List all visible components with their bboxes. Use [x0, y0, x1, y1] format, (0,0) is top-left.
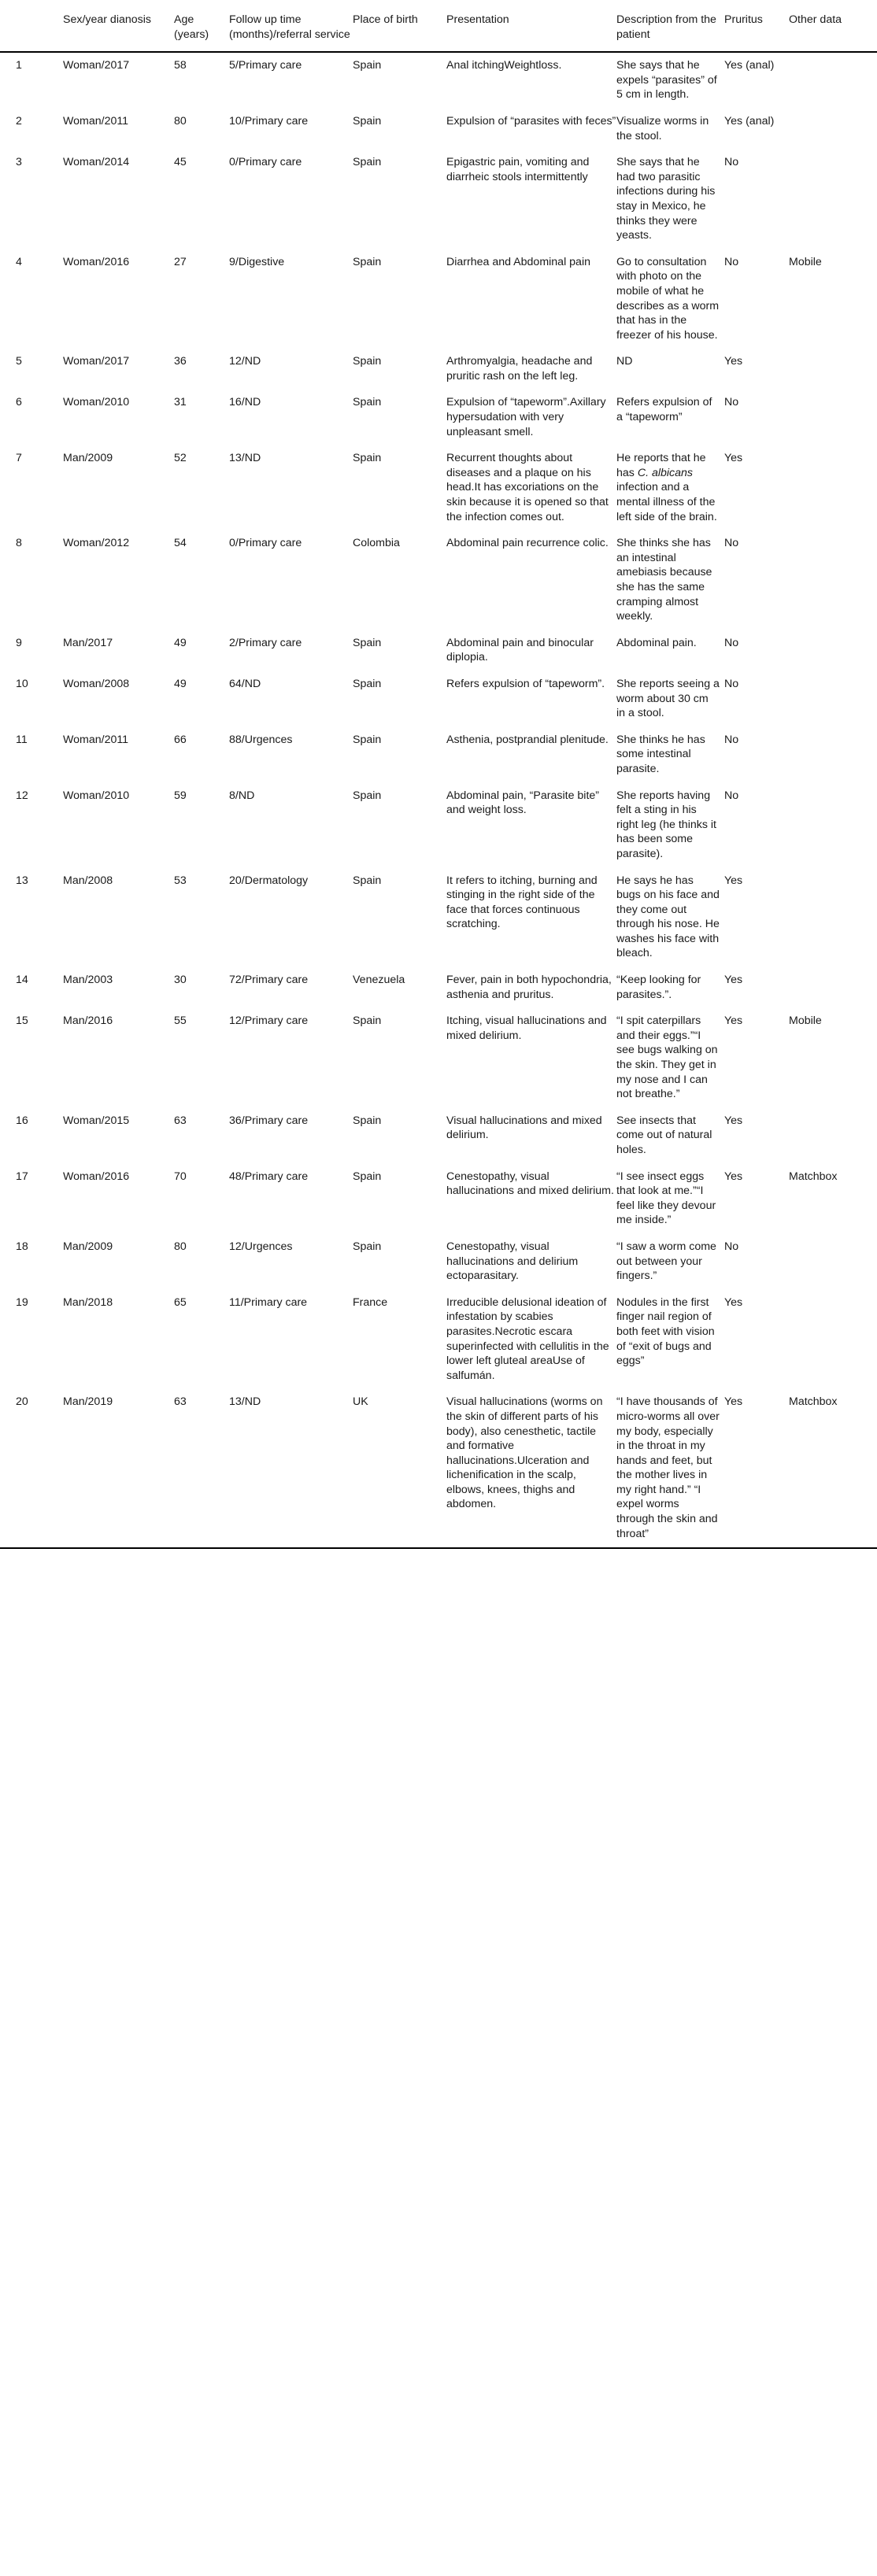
- cell-description: She says that he had two parasitic infections during his stay in Mexico, he thinks they were yeasts.: [616, 156, 716, 242]
- cell-presentation: Abdominal pain and binocular diplopia.: [446, 636, 594, 664]
- header-other-data: Other data: [789, 13, 842, 26]
- cell-place-of-birth: Spain: [353, 1170, 382, 1183]
- header-place-of-birth: Place of birth: [353, 13, 418, 26]
- cell-follow-up: 2/Primary care: [229, 636, 302, 649]
- cell-sex-year: Man/2008: [63, 874, 113, 887]
- cell-sex-year: Woman/2016: [63, 1170, 130, 1183]
- cell-follow-up: 72/Primary care: [229, 974, 309, 987]
- table-row: [0, 109, 877, 150]
- table-row: [0, 1389, 877, 1548]
- cell-index: 14: [16, 974, 28, 987]
- cell-sex-year: Man/2017: [63, 636, 113, 649]
- cell-description: See insects that come out of natural holes.: [616, 1114, 712, 1156]
- cell-index: 2: [16, 114, 22, 128]
- cell-pruritus: No: [724, 396, 739, 409]
- cell-pruritus: No: [724, 255, 739, 268]
- cell-index: 5: [16, 355, 22, 368]
- cell-other-data: [789, 390, 877, 445]
- table-row: [0, 783, 877, 868]
- cell-other-data: [789, 1108, 877, 1164]
- cell-presentation: Itching, visual hallucinations and mixed delirium.: [446, 1015, 607, 1042]
- table-row: [0, 1164, 877, 1234]
- cell-presentation: Arthromyalgia, headache and pruritic rash on the left leg.: [446, 355, 593, 383]
- cell-sex-year: Woman/2010: [63, 396, 130, 409]
- cell-age: 31: [174, 396, 187, 409]
- table-row: [0, 349, 877, 390]
- cell-follow-up: 8/ND: [229, 789, 255, 802]
- cell-follow-up: 12/ND: [229, 355, 261, 368]
- cell-other-data: Mobile: [789, 1015, 822, 1028]
- table-row: [0, 445, 877, 530]
- cell-index: 1: [16, 59, 22, 72]
- cell-other-data: [789, 783, 877, 868]
- cell-age: 54: [174, 537, 187, 550]
- table-row: [0, 1108, 877, 1164]
- cell-age: 45: [174, 156, 187, 169]
- cell-age: 53: [174, 874, 187, 887]
- cell-presentation: Visual hallucinations (worms on the skin of different parts of his body), also cenesthetic, tactile and formative hallucinations.Ulceration and lichenification in the scalp, elbows, knees, thighs and abdomen.: [446, 1395, 603, 1511]
- cell-place-of-birth: Spain: [353, 1015, 382, 1028]
- header-row: [0, 0, 877, 52]
- cell-other-data: Matchbox: [789, 1395, 838, 1409]
- table-row: [0, 52, 877, 109]
- cell-index: 3: [16, 156, 22, 169]
- cell-presentation: Abdominal pain recurrence colic.: [446, 537, 609, 550]
- cell-pruritus: Yes: [724, 874, 743, 887]
- cell-presentation: Cenestopathy, visual hallucinations and mixed delirium.: [446, 1170, 614, 1198]
- cell-other-data: [789, 530, 877, 630]
- cell-sex-year: Woman/2011: [63, 733, 129, 746]
- cell-follow-up: 64/ND: [229, 677, 261, 690]
- cell-other-data: [789, 109, 877, 150]
- cell-place-of-birth: Venezuela: [353, 974, 405, 987]
- cell-place-of-birth: Colombia: [353, 537, 400, 550]
- description-text: He reports that he has: [616, 452, 706, 479]
- cell-follow-up: 13/ND: [229, 1395, 261, 1409]
- table-row: [0, 868, 877, 968]
- cell-other-data: [789, 445, 877, 530]
- cell-other-data: [789, 349, 877, 390]
- cell-presentation: Epigastric pain, vomiting and diarrheic stools intermittently: [446, 156, 590, 183]
- cell-age: 59: [174, 789, 187, 802]
- cell-sex-year: Man/2016: [63, 1015, 113, 1028]
- cell-follow-up: 9/Digestive: [229, 255, 285, 268]
- cell-place-of-birth: Spain: [353, 59, 382, 72]
- description-text: infection and a mental illness of the left side of the brain.: [616, 481, 717, 523]
- cell-description: ND: [616, 355, 633, 368]
- cell-sex-year: Man/2009: [63, 1240, 113, 1253]
- cell-age: 27: [174, 255, 187, 268]
- cell-description: [616, 445, 724, 530]
- cell-sex-year: Woman/2011: [63, 114, 129, 128]
- cell-age: 52: [174, 452, 187, 465]
- cell-age: 63: [174, 1114, 187, 1127]
- cell-pruritus: No: [724, 636, 739, 649]
- cell-other-data: [789, 671, 877, 727]
- table-row: [0, 967, 877, 1008]
- cell-age: 70: [174, 1170, 187, 1183]
- cell-sex-year: Woman/2014: [63, 156, 130, 169]
- cell-follow-up: 48/Primary care: [229, 1170, 309, 1183]
- cell-place-of-birth: UK: [353, 1395, 368, 1409]
- cell-index: 9: [16, 636, 22, 649]
- cell-description: Go to consultation with photo on the mobile of what he describes as a worm that has in the freezer of his house.: [616, 255, 720, 342]
- cell-description: Refers expulsion of a “tapeworm”: [616, 396, 712, 424]
- cell-pruritus: No: [724, 1240, 739, 1253]
- cell-other-data: [789, 150, 877, 249]
- cell-follow-up: 20/Dermatology: [229, 874, 309, 887]
- cell-place-of-birth: France: [353, 1295, 388, 1309]
- cell-other-data: Mobile: [789, 255, 822, 268]
- cell-description: Visualize worms in the stool.: [616, 114, 709, 142]
- cell-index: 19: [16, 1295, 28, 1309]
- cell-description: She thinks she has an intestinal amebiasis because she has the same cramping almost weekly.: [616, 537, 712, 623]
- header-description: Description from the patient: [616, 13, 716, 41]
- table-row: [0, 671, 877, 727]
- cell-presentation: Expulsion of “parasites with feces”: [446, 114, 616, 128]
- table-row: [0, 1008, 877, 1108]
- cell-index: 12: [16, 789, 28, 802]
- cell-presentation: Visual hallucinations and mixed delirium.: [446, 1114, 602, 1142]
- cell-index: 17: [16, 1170, 28, 1183]
- cell-other-data: Matchbox: [789, 1170, 838, 1183]
- header-presentation: Presentation: [446, 13, 509, 26]
- cell-pruritus: Yes: [724, 452, 743, 465]
- cell-presentation: Abdominal pain, “Parasite bite” and weight loss.: [446, 789, 599, 817]
- cell-presentation: Asthenia, postprandial plenitude.: [446, 733, 609, 746]
- cell-description: Nodules in the first finger nail region of both feet with vision of “exit of bugs and eggs”: [616, 1295, 715, 1368]
- cell-place-of-birth: Spain: [353, 255, 382, 268]
- cell-pruritus: Yes (anal): [724, 59, 775, 72]
- cell-description: He says he has bugs on his face and they come out through his nose. He washes his face with bleach.: [616, 874, 720, 960]
- cell-presentation: It refers to itching, burning and stinging in the right side of the face that forces continuous scratching.: [446, 874, 598, 931]
- cell-sex-year: Man/2009: [63, 452, 113, 465]
- cell-index: 6: [16, 396, 22, 409]
- cell-age: 55: [174, 1015, 187, 1028]
- cell-sex-year: Man/2019: [63, 1395, 113, 1409]
- cell-follow-up: 12/Primary care: [229, 1015, 309, 1028]
- cell-pruritus: No: [724, 733, 739, 746]
- cell-place-of-birth: Spain: [353, 1114, 382, 1127]
- cell-other-data: [789, 868, 877, 968]
- table-body: [0, 52, 877, 1548]
- cell-place-of-birth: Spain: [353, 114, 382, 128]
- cell-other-data: [789, 967, 877, 1008]
- cell-follow-up: 13/ND: [229, 452, 261, 465]
- cell-age: 63: [174, 1395, 187, 1409]
- table-row: [0, 1234, 877, 1290]
- cell-index: 11: [16, 733, 28, 746]
- cell-sex-year: Woman/2017: [63, 59, 130, 72]
- cell-place-of-birth: Spain: [353, 355, 382, 368]
- cell-sex-year: Woman/2016: [63, 255, 130, 268]
- cell-presentation: Fever, pain in both hypochondria, asthenia and pruritus.: [446, 974, 612, 1001]
- cell-description: “I see insect eggs that look at me.”“I feel like they devour me inside.”: [616, 1170, 716, 1227]
- cell-index: 4: [16, 255, 22, 268]
- cell-place-of-birth: Spain: [353, 636, 382, 649]
- cell-presentation: Irreducible delusional ideation of infestation by scabies parasites.Necrotic escara superinfected with cellulitis in the lower left gluteal areaUse of salfumán.: [446, 1295, 609, 1382]
- cell-sex-year: Woman/2010: [63, 789, 130, 802]
- cell-pruritus: Yes: [724, 1295, 743, 1309]
- header-pruritus: Pruritus: [724, 13, 763, 26]
- cell-description: “I saw a worm come out between your fingers.”: [616, 1240, 716, 1283]
- cell-description: She says that he expels “parasites” of 5 cm in length.: [616, 59, 717, 102]
- cell-follow-up: 16/ND: [229, 396, 261, 409]
- cell-description: “I spit caterpillars and their eggs.”“I see bugs walking on the skin. They get in my nose and I can not breathe.”: [616, 1015, 718, 1101]
- cell-sex-year: Man/2003: [63, 974, 113, 987]
- cell-follow-up: 12/Urgences: [229, 1240, 293, 1253]
- cell-index: 16: [16, 1114, 28, 1127]
- cell-follow-up: 88/Urgences: [229, 733, 293, 746]
- cell-place-of-birth: Spain: [353, 733, 382, 746]
- cell-index: 20: [16, 1395, 28, 1409]
- cell-other-data: [789, 1234, 877, 1290]
- cell-pruritus: No: [724, 156, 739, 169]
- cell-sex-year: Woman/2017: [63, 355, 130, 368]
- cell-pruritus: Yes: [724, 1114, 743, 1127]
- cell-age: 65: [174, 1295, 187, 1309]
- cell-description: She reports having felt a sting in his right leg (he thinks it has been some parasite).: [616, 789, 716, 860]
- cell-pruritus: No: [724, 537, 739, 550]
- cell-presentation: Cenestopathy, visual hallucinations and delirium ectoparasitary.: [446, 1240, 579, 1283]
- cell-description: She thinks he has some intestinal parasite.: [616, 733, 705, 775]
- cell-description: Abdominal pain.: [616, 636, 697, 649]
- table-row: [0, 630, 877, 671]
- table-header: [0, 0, 877, 52]
- cell-presentation: Expulsion of “tapeworm”.Axillary hypersudation with very unpleasant smell.: [446, 396, 606, 438]
- cell-age: 80: [174, 1240, 187, 1253]
- cell-follow-up: 0/Primary care: [229, 156, 302, 169]
- cell-pruritus: Yes: [724, 355, 743, 368]
- cell-description: “Keep looking for parasites.”.: [616, 974, 701, 1001]
- cell-place-of-birth: Spain: [353, 396, 382, 409]
- cell-pruritus: Yes: [724, 974, 743, 987]
- cell-sex-year: Woman/2015: [63, 1114, 130, 1127]
- cell-index: 13: [16, 874, 28, 887]
- cell-presentation: Anal itchingWeightloss.: [446, 59, 562, 72]
- cell-other-data: [789, 52, 877, 109]
- cell-presentation: Refers expulsion of “tapeworm”.: [446, 677, 605, 690]
- cell-place-of-birth: Spain: [353, 677, 382, 690]
- cell-age: 66: [174, 733, 187, 746]
- cell-other-data: [789, 1290, 877, 1390]
- table-row: [0, 727, 877, 783]
- cell-follow-up: 36/Primary care: [229, 1114, 309, 1127]
- header-index: [0, 0, 63, 52]
- cell-index: 18: [16, 1240, 28, 1253]
- cell-index: 10: [16, 677, 28, 690]
- cell-follow-up: 0/Primary care: [229, 537, 302, 550]
- cell-sex-year: Woman/2012: [63, 537, 130, 550]
- cell-index: 8: [16, 537, 22, 550]
- cell-pruritus: No: [724, 789, 739, 802]
- cell-other-data: [789, 630, 877, 671]
- cell-index: 7: [16, 452, 22, 465]
- cell-pruritus: No: [724, 677, 739, 690]
- cell-place-of-birth: Spain: [353, 156, 382, 169]
- cell-presentation: Diarrhea and Abdominal pain: [446, 255, 590, 268]
- cell-place-of-birth: Spain: [353, 1240, 382, 1253]
- cell-age: 36: [174, 355, 187, 368]
- cell-index: 15: [16, 1015, 28, 1028]
- cell-age: 30: [174, 974, 187, 987]
- cell-other-data: [789, 727, 877, 783]
- cell-age: 49: [174, 677, 187, 690]
- header-sex-year: Sex/year dianosis: [63, 13, 151, 26]
- header-follow-up: Follow up time (months)/referral service: [229, 13, 350, 41]
- table-row: [0, 1290, 877, 1390]
- cell-pruritus: Yes: [724, 1395, 743, 1409]
- table-row: [0, 249, 877, 349]
- cell-follow-up: 5/Primary care: [229, 59, 302, 72]
- table-row: [0, 150, 877, 249]
- cell-presentation: Recurrent thoughts about diseases and a plaque on his head.It has excoriations on the skin because it is opened so that the infection comes out.: [446, 452, 609, 523]
- cell-follow-up: 11/Primary care: [229, 1295, 308, 1309]
- cell-description: She reports seeing a worm about 30 cm in a stool.: [616, 677, 720, 720]
- cell-place-of-birth: Spain: [353, 452, 382, 465]
- cell-sex-year: Man/2018: [63, 1295, 113, 1309]
- cell-pruritus: Yes: [724, 1015, 743, 1028]
- cell-age: 80: [174, 114, 187, 128]
- header-age: Age (years): [174, 13, 209, 41]
- cell-place-of-birth: Spain: [353, 789, 382, 802]
- cell-age: 58: [174, 59, 187, 72]
- cell-place-of-birth: Spain: [353, 874, 382, 887]
- cell-pruritus: Yes: [724, 1170, 743, 1183]
- table-row: [0, 530, 877, 630]
- cell-sex-year: Woman/2008: [63, 677, 130, 690]
- table-row: [0, 390, 877, 445]
- cell-age: 49: [174, 636, 187, 649]
- cell-description: “I have thousands of micro-worms all over my body, especially in the throat in my hands and feet, but the mother lives in my right hand.” “I expel worms through the skin and throat”: [616, 1395, 720, 1540]
- cell-pruritus: Yes (anal): [724, 114, 775, 128]
- cell-follow-up: 10/Primary care: [229, 114, 309, 128]
- organism-name: C. albicans: [637, 466, 694, 479]
